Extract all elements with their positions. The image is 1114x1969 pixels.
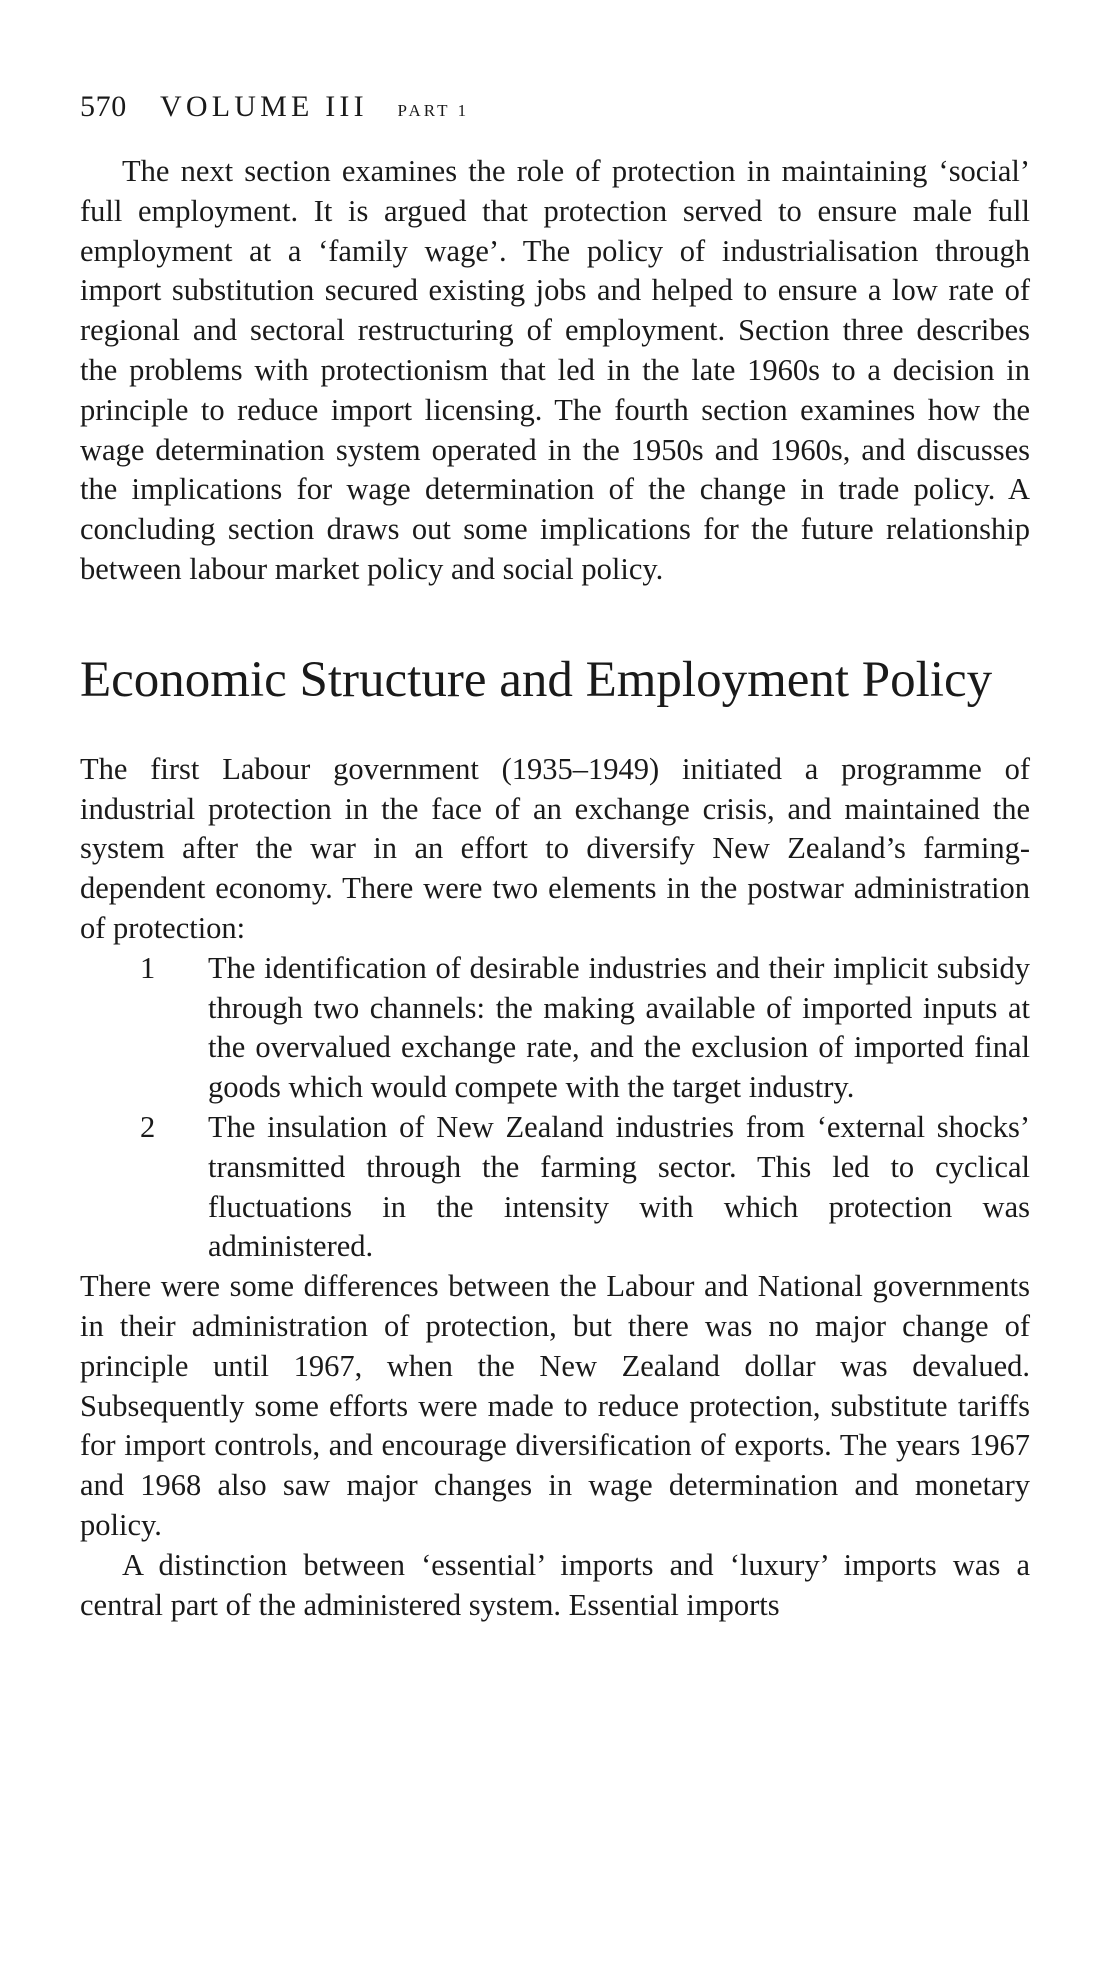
list-item-text: The identification of desirable industries and their implicit subsidy through two channels: the making available of imported inputs at the overvalued exchange rate, and the exclusion of imported final goods which would compete with the target industry. bbox=[208, 950, 1030, 1105]
part-label: PART 1 bbox=[397, 101, 470, 120]
volume-label: VOLUME III bbox=[159, 90, 368, 123]
intro-paragraph: The next section examines the role of protection in maintaining ‘social’ full employment. It is argued that protection served to ensure male full employment at a ‘family wage’. The policy of industrialisation through import substitution secured existing jobs and helped to ensure a low rate of regional and sectoral restructuring of employment. Section three describes the problems with protectionism that led in the late 1960s to a decision in principle to reduce import licensing. The fourth section examines how the wage determination system operated in the 1950s and 1960s, and discusses the implications for wage determination of the change in trade policy. A concluding section draws out some implications for the future relationship between labour market policy and social policy. bbox=[80, 154, 1030, 586]
section-paragraph-2: There were some differences between the Labour and National governments in their administration of protection, but there was no major change of principle until 1967, when the New Zealand dollar was devalued. Subsequently some efforts were made to reduce protection, substitute tariffs for import controls, and encourage diversification of exports. The years 1967 and 1968 also saw major changes in wage determination and monetary policy. bbox=[80, 1269, 1030, 1542]
book-page bbox=[80, 90, 1030, 1625]
list-item-text: The insulation of New Zealand industries from ‘external shocks’ transmitted through the farming sector. This led to cyclical fluctuations in the intensity with which protection was administered. bbox=[208, 1109, 1030, 1264]
list-item-number: 1 bbox=[140, 950, 156, 985]
list-item-number: 2 bbox=[140, 1109, 156, 1144]
list-item bbox=[80, 949, 1030, 1108]
section-heading: Economic Structure and Employment Policy bbox=[80, 651, 993, 708]
page-number: 570 bbox=[80, 90, 127, 123]
running-head bbox=[80, 90, 1030, 124]
section-paragraph-1: The first Labour government (1935–1949) initiated a programme of industrial protection in the face of an exchange crisis, and maintained the system after the war in an effort to diversify New Zealand’s farming-dependent economy. There were two elements in the postwar administration of protection: bbox=[80, 751, 1030, 945]
numbered-list bbox=[80, 949, 1030, 1267]
section-paragraph-3: A distinction between ‘essential’ imports and ‘luxury’ imports was a central part of the administered system. Essential imports bbox=[80, 1547, 1030, 1622]
list-item bbox=[80, 1108, 1030, 1267]
